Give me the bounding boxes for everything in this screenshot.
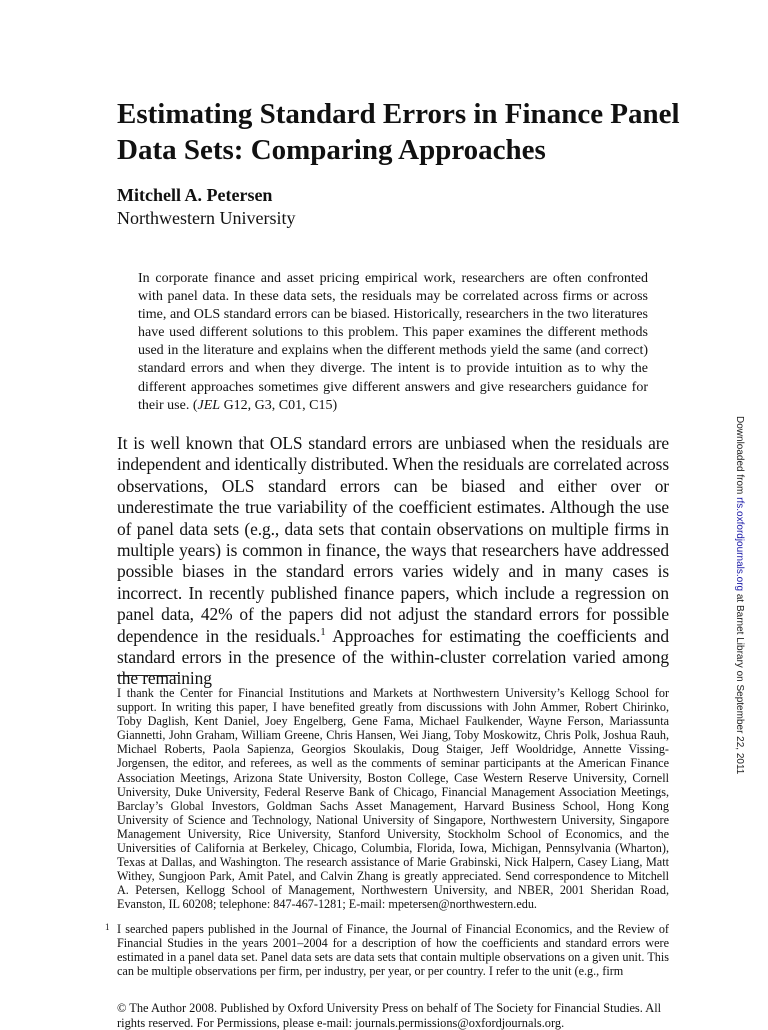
footnote-1-marker: 1 — [105, 922, 110, 932]
download-prefix: Downloaded from — [734, 416, 745, 498]
journal-link[interactable]: rfs.oxfordjournals.org — [734, 497, 745, 592]
footnote-1-text: I searched papers published in the Journal of Finance, the Journal of Financial Economics, and the Review of Financial Studies in the years 2001–2004 for a description of how the coefficients and standard errors were estimated in a panel data set. Panel data sets are data sets that contain multiple observations on a given unit. This can be multiple observations per firm, per industry, per year, or per country. I refer to the unit (e.g., firm — [117, 922, 669, 979]
jel-label: JEL — [197, 397, 221, 413]
abstract — [138, 270, 648, 415]
acknowledgment-footnote: I thank the Center for Financial Institutions and Markets at Northwestern University’s Kellogg School for support. In writing this paper, I have benefited greatly from discussions with John Ammer, Robert Chirinko, Toby Daglish, Kent Daniel, Joey Engelberg, Gene Fama, Michael Faulkender, Wayne Ferson, Mariassunta Giannetti, John Graham, William Greene, Chris Hansen, Wei Jiang, Toby Moskowitz, Chris Polk, Joshua Rauh, Michael Roberts, Paola Sapienza, Georgios Skoulakis, Doug Staiger, Jeff Wooldridge, Annette Vissing-Jorgensen, the editor, and referees, as well as the comments of seminar participants at the American Finance Association Meetings, Arizona State University, Boston College, Case Western Reserve University, Cornell University, Duke University, Federal Reserve Bank of Chicago, Financial Management Association Meetings, Barclay’s Global Investors, Goldman Sachs Asset Management, Harvard Business School, Hong Kong University of Science and Technology, National University of Singapore, Northwestern University, Singapore Management University, Rice University, Stanford University, Stockholm School of Economics, and the Universities of California at Berkeley, Chicago, Columbia, Florida, Iowa, Michigan, Pennsylvania (Wharton), Texas at Dallas, and Washington. The research assistance of Marie Grabinski, Nick Halpern, Casey Liang, Matt Withey, Sungjoon Park, Amit Patel, and Calvin Zhang is greatly appreciated. Send correspondence to Mitchell A. Petersen, Kellogg School of Management, Northwestern University, and NBER, 2001 Sheridan Road, Evanston, IL 60208; telephone: 847-467-1281; E-mail: mpetersen@northwestern.edu. — [117, 686, 669, 912]
jel-open: ( — [192, 397, 198, 413]
download-suffix: at Barnet Library on September 22, 2011 — [734, 591, 745, 775]
body-paragraph-start: It is well known that OLS standard errors are unbiased when the residuals are independent and identically distributed. When the residuals are correlated across observations, OLS standard errors can be biased and either over or underestimate the true variability of the coefficient estimates. Although the use of panel data sets (e.g., data sets that contain observations on multiple firms in multiple years) is common in finance, the ways that researchers have addressed possible biases in the standard errors varies widely and in many cases is incorrect. In recently published finance papers, which include a regression on panel data, 42% of the papers did not adjust the standard errors for possible dependence in the residuals. — [117, 433, 669, 646]
copyright-notice: © The Author 2008. Published by Oxford University Press on behalf of The Society for Financial Studies. All rights reserved. For Permissions, please e-mail: journals.permissions@oxfordjournals.org. — [117, 1001, 662, 1030]
author-name: Mitchell A. Petersen — [117, 185, 273, 205]
author-affiliation: Northwestern University — [117, 208, 296, 228]
download-watermark — [733, 416, 745, 774]
body-paragraph — [117, 433, 669, 690]
footnote-divider — [117, 675, 180, 676]
footnote-ref-1[interactable]: 1 — [320, 625, 326, 638]
body-paragraph-end: Approaches for estimating the coefficients and standard errors in the presence of the within-cluster correlation varied among the remaining — [117, 625, 669, 689]
abstract-text: In corporate finance and asset pricing empirical work, researchers are often confronted with panel data. In these data sets, the residuals may be correlated across firms or across time, and OLS standard errors can be biased. Historically, researchers in the two literatures have used different solutions to this problem. This paper examines the different methods used in the literature and explains when the different methods yield the same (and correct) standard errors and when they diverge. The intent is to provide intuition as to why the different approaches sometimes give different answers and give researchers guidance for their use. — [138, 271, 648, 413]
jel-codes: G12, G3, C01, C15) — [220, 397, 338, 413]
article-title: Estimating Standard Errors in Finance Panel Data Sets: Comparing Approaches — [117, 98, 680, 166]
